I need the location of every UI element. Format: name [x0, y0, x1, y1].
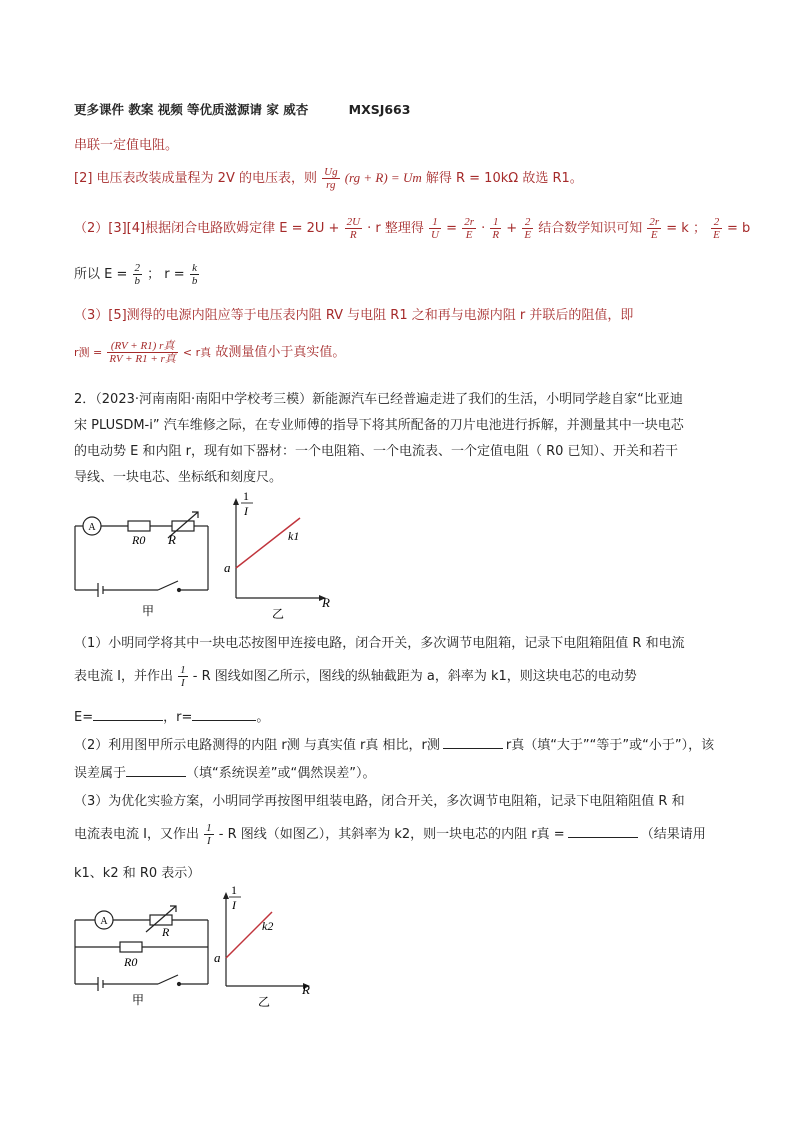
switch-symbol: [158, 581, 178, 590]
num: 1: [429, 216, 441, 229]
text: 故测量值小于真实值。: [215, 345, 346, 360]
den: b: [191, 275, 198, 287]
problem-line-4: 导线、一块电芯、坐标纸和刻度尺。: [74, 470, 283, 485]
text: +: [506, 221, 518, 236]
fraction: [190, 262, 200, 287]
graph-line-k1: [236, 518, 300, 568]
resistor-r0: [120, 942, 142, 952]
caption-b: 乙: [272, 607, 285, 621]
variable-resistor: [172, 521, 194, 531]
figure-1: [60, 490, 360, 625]
answer-blank-e[interactable]: [93, 708, 163, 721]
header-code: MXSJ663: [348, 102, 411, 117]
text: · r 整理得: [367, 221, 424, 236]
text: 误差属于: [74, 766, 127, 781]
den: I: [207, 835, 211, 847]
solution-line-4: [74, 262, 200, 287]
answer-blank-internal-resistance[interactable]: [568, 825, 638, 838]
den: E: [713, 229, 720, 241]
answer-blank-compare[interactable]: [443, 736, 503, 749]
ammeter-label: A: [100, 916, 108, 927]
text: 结合数学知识可知: [538, 221, 643, 236]
text: （填“系统误差”或“偶然误差”）。: [186, 766, 376, 781]
answer-blank-r[interactable]: [192, 708, 256, 721]
text: （2）[3][4]根据闭合电路欧姆定律 E = 2U +: [74, 221, 340, 236]
caption-a: 甲: [132, 993, 145, 1007]
fraction: [522, 216, 533, 241]
text: 。: [256, 710, 270, 725]
num: 1: [180, 664, 186, 676]
caption-b: 乙: [258, 995, 271, 1009]
num: 1: [206, 822, 212, 834]
figure-2: [60, 884, 360, 1014]
switch-symbol: [158, 975, 178, 984]
q3-line-3: k1、k2 和 R0 表示）: [74, 866, 201, 881]
intercept-label: a: [224, 560, 231, 575]
fraction: [345, 216, 362, 241]
caption-a: 甲: [142, 604, 155, 618]
y-label-num: 1: [243, 490, 249, 503]
graph-b2: [223, 892, 310, 989]
y-label-den: I: [232, 898, 236, 912]
num: 2: [522, 216, 533, 229]
header-promo: [74, 100, 410, 118]
formula: (rg + R) = Um: [344, 170, 422, 185]
fraction: [490, 216, 501, 241]
num: (RV + R1) r真: [107, 340, 177, 353]
solution-line-6: [74, 340, 345, 365]
q1-line-3: [74, 706, 269, 725]
text: = b: [726, 221, 751, 236]
den: rg: [326, 179, 336, 191]
text: （2）利用图甲所示电路测得的内阻 r测 与真实值 r真 相比，r测: [74, 738, 440, 753]
slope-label: k2: [262, 919, 274, 933]
num: 2r: [649, 216, 660, 228]
ammeter-label: A: [88, 522, 96, 533]
den: R: [349, 229, 357, 241]
text: ，r=: [163, 710, 193, 725]
fraction: [133, 262, 143, 287]
text: = k ；: [666, 221, 706, 236]
q1-line-2: [74, 664, 637, 689]
r-label: R: [168, 532, 176, 547]
solution-line-2: [74, 166, 583, 191]
text: E=: [74, 710, 94, 725]
r0-label: R0: [132, 533, 146, 547]
y-label-den: I: [244, 504, 248, 518]
fraction: [429, 216, 441, 241]
y-label-num: 1: [231, 884, 237, 897]
den: R: [492, 229, 500, 241]
problem-line-1: 2．（2023·河南南阳·南阳中学校考三模）新能源汽车已经普遍走进了我们的生活，小明同学趁自家“比亚迪: [74, 392, 683, 407]
q1-line-1: （1）小明同学将其中一块电芯按图甲连接电路，闭合开关，多次调节电阻箱，记录下电阻箱阻值 R 和电流: [74, 636, 685, 651]
fraction: [711, 216, 722, 241]
fraction: [178, 664, 188, 689]
fraction: [462, 216, 476, 241]
num: 2: [134, 262, 141, 274]
problem-line-3: 的电动势 E 和内阻 r，现有如下器材：一个电阻箱、一个电流表、一个定值电阻（ R0 已知）、开关和若干: [74, 444, 679, 459]
circuit-diagram-a2: [75, 906, 208, 991]
text: r真（填“大于”“等于”或“小于”），该: [505, 738, 715, 753]
num: 2r: [464, 216, 474, 228]
text: 表电流 I，并作出: [74, 669, 173, 684]
den: U: [431, 229, 439, 241]
q3-line-2: [74, 822, 706, 847]
den: E: [524, 229, 532, 241]
solution-line-1: 串联一定值电阻。: [74, 138, 179, 153]
text: =: [446, 221, 458, 236]
problem-line-2: 宋 PLUSDM-i” 汽车维修之际，在专业师傅的指导下将其所配备的刀片电池进行拆解，并测量其中一块电芯: [74, 418, 684, 433]
den: RV + R1 + r真: [109, 353, 176, 365]
text: 电流表电流 I，又作出: [74, 827, 199, 842]
q3-line-1: （3）为优化实验方案，小明同学再按图甲组装电路，闭合开关，多次调节电阻箱，记录下电阻箱阻值 R 和: [74, 794, 685, 809]
text: - R 图线如图乙所示，图线的纵轴截距为 a，斜率为 k1，则这块电芯的电动势: [192, 669, 637, 684]
r0-label: R0: [124, 955, 138, 969]
variable-resistor: [150, 915, 172, 925]
slope-label: k1: [288, 529, 300, 543]
q2-line-2: [74, 762, 375, 781]
text: ·: [481, 221, 486, 236]
num: Ug: [324, 166, 338, 178]
text: r测 =: [74, 346, 103, 359]
x-label: R: [302, 982, 310, 997]
num: k: [190, 262, 200, 275]
fraction: [647, 216, 661, 241]
solution-line-5: （3）[5]测得的电源内阻应等于电压表内阻 RV 与电阻 R1 之和再与电源内阻 r 并联后的阻值，即: [74, 308, 634, 323]
fraction: [204, 822, 214, 847]
text: ； r =: [147, 267, 185, 282]
fraction: [322, 166, 339, 191]
text: [2] 电压表改装成量程为 2V 的电压表，则: [74, 171, 317, 186]
text: < r真: [182, 346, 212, 359]
solution-line-3: [74, 216, 750, 241]
den: E: [465, 229, 473, 241]
num: 2U: [346, 216, 361, 228]
x-label: R: [322, 595, 330, 610]
text: 解得 R = 10kΩ 故选 R1。: [425, 171, 583, 186]
r-label: R: [162, 925, 170, 939]
q2-line-1: [74, 734, 714, 753]
answer-blank-error-type[interactable]: [126, 764, 186, 777]
fraction: [107, 340, 177, 365]
den: I: [181, 677, 185, 689]
header-promo-text: 更多课件 教案 视频 等优质滋源请 家 威杏: [74, 102, 309, 117]
text: - R 图线（如图乙），其斜率为 k2，则一块电芯的内阻 r真 =: [218, 827, 565, 842]
text: （结果请用: [640, 827, 706, 842]
num: 2: [711, 216, 722, 229]
intercept-label: a: [214, 950, 221, 965]
text: 所以 E =: [74, 267, 128, 282]
den: E: [650, 229, 658, 241]
num: 1: [490, 216, 501, 229]
den: b: [134, 275, 141, 287]
resistor-r0: [128, 521, 150, 531]
